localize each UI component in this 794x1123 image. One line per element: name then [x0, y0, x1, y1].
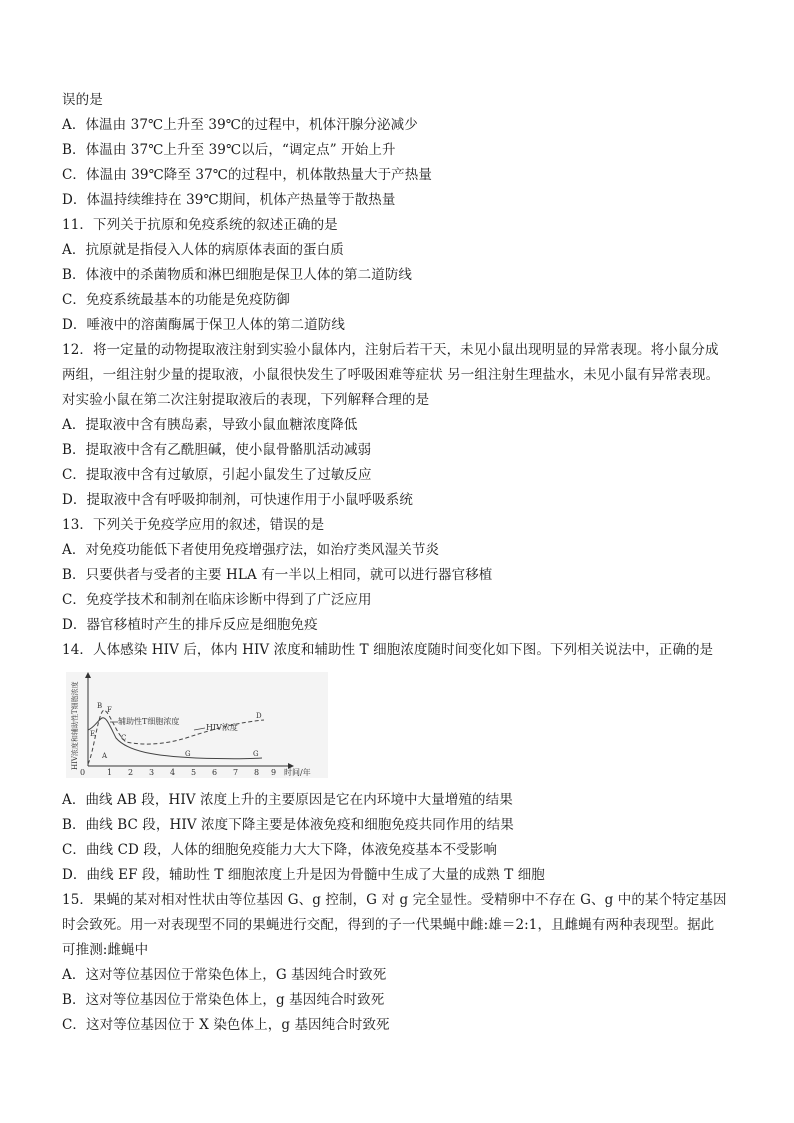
point-label-c: C: [121, 734, 127, 742]
text-line: B．提取液中含有乙酰胆碱，使小鼠骨骼肌活动减弱: [62, 442, 372, 458]
text-line: A．这对等位基因位于常染色体上，G 基因纯合时致死: [62, 967, 387, 983]
point-label-g: G: [185, 750, 191, 758]
point-label-d: D: [256, 712, 262, 720]
tick-label: 2: [128, 768, 134, 777]
text-line: C．曲线 CD 段，人体的细胞免疫能力大大下降，体液免疫基本不受影响: [62, 842, 497, 858]
text-line: 两组，一组注射少量的提取液，小鼠很快发生了呼吸困难等症状 另一组注射生理盐水，未见小鼠有异常表现。: [62, 367, 720, 383]
text-line: D．提取液中含有呼吸抑制剂，可快速作用于小鼠呼吸系统: [62, 492, 413, 508]
point-label-g2: G: [253, 750, 259, 758]
hiv-t-cell-figure: [66, 672, 328, 778]
text-line: 时会致死。用一对表现型不同的果蝇进行交配，得到的子一代果蝇中雌:雄＝2:1，且雌蝇有两种表现型。据此: [62, 917, 715, 933]
text-line: A．体温由 37℃上升至 39℃的过程中，机体汗腺分泌减少: [62, 117, 418, 133]
text-line: D．器官移植时产生的排斥反应是细胞免疫: [62, 617, 318, 633]
point-label-b: B: [97, 702, 103, 710]
text-line: A．对免疫功能低下者使用免疫增强疗法，如治疗类风湿关节炎: [62, 542, 440, 558]
text-line: C．免疫系统最基本的功能是免疫防御: [62, 292, 291, 308]
t-cell-curve-label: 辅助性T细胞浓度: [118, 717, 180, 726]
point-label-a: A: [102, 752, 108, 760]
text-line: C．这对等位基因位于 X 染色体上，g 基因纯合时致死: [62, 1017, 390, 1033]
text-line: B．体温由 37℃上升至 39℃以后，“调定点” 开始上升: [62, 142, 396, 158]
text-line: D．体温持续维持在 39℃期间，机体产热量等于散热量: [62, 192, 396, 208]
text-line: B．体液中的杀菌物质和淋巴细胞是保卫人体的第二道防线: [62, 267, 413, 283]
text-line: C．提取液中含有过敏原，引起小鼠发生了过敏反应: [62, 467, 372, 483]
text-line: 对实验小鼠在第二次注射提取液后的表现，下列解释合理的是: [62, 392, 430, 408]
tick-label: 7: [233, 768, 239, 777]
tick-label: 8: [254, 768, 260, 777]
text-line: D．唾液中的溶菌酶属于保卫人体的第二道防线: [62, 317, 345, 333]
text-line: C．免疫学技术和制剂在临床诊断中得到了广泛应用: [62, 592, 372, 608]
text-line: A．提取液中含有胰岛素，导致小鼠血糖浓度降低: [62, 417, 358, 433]
tick-label: 4: [170, 768, 176, 777]
question-11: 11．下列关于抗原和免疫系统的叙述正确的是: [62, 217, 338, 233]
tick-label: 1: [107, 768, 113, 777]
figure-xlabel: 时间/年: [284, 768, 311, 777]
text-line: B．只要供者与受者的主要 HLA 有一半以上相同，就可以进行器官移植: [62, 567, 493, 583]
question-14: 14．人体感染 HIV 后，体内 HIV 浓度和辅助性 T 细胞浓度随时间变化如下图。下列相关说法中，正确的是: [62, 642, 714, 658]
text-line: D．曲线 EF 段，辅助性 T 细胞浓度上升是因为骨髓中生成了大量的成熟 T 细胞: [62, 867, 545, 883]
text-line: B．这对等位基因位于常染色体上，g 基因纯合时致死: [62, 992, 385, 1008]
text-line: 可推测:雌蝇中: [62, 942, 149, 958]
text-line: 误的是: [62, 92, 103, 108]
tick-label: 0: [80, 768, 86, 777]
text-line: B．曲线 BC 段，HIV 浓度下降主要是体液免疫和细胞免疫共同作用的结果: [62, 817, 514, 833]
figure-ylabel: HIV浓度和辅助性T细胞浓度: [71, 681, 79, 770]
question-15: 15．果蝇的某对相对性状由等位基因 G、g 控制，G 对 g 完全显性。受精卵中不存在 G、g 中的某个特定基因: [62, 892, 727, 908]
tick-label: 5: [191, 768, 197, 777]
point-label-e: E: [90, 730, 96, 738]
tick-label: 9: [271, 768, 277, 777]
text-line: A．曲线 AB 段，HIV 浓度上升的主要原因是它在内环境中大量增殖的结果: [62, 792, 513, 808]
tick-label: 6: [212, 768, 218, 777]
point-label-f: F: [107, 706, 112, 714]
text-line: C．体温由 39℃降至 37℃的过程中，机体散热量大于产热量: [62, 167, 432, 183]
hiv-curve-label: HIV浓度: [206, 723, 238, 732]
question-12: 12．将一定量的动物提取液注射到实验小鼠体内，注射后若干天，未见小鼠出现明显的异常表现。将小鼠分成: [62, 342, 719, 358]
text-line: A．抗原就是指侵入人体的病原体表面的蛋白质: [62, 242, 344, 258]
question-13: 13．下列关于免疫学应用的叙述，错误的是: [62, 517, 325, 533]
tick-label: 3: [149, 768, 155, 777]
